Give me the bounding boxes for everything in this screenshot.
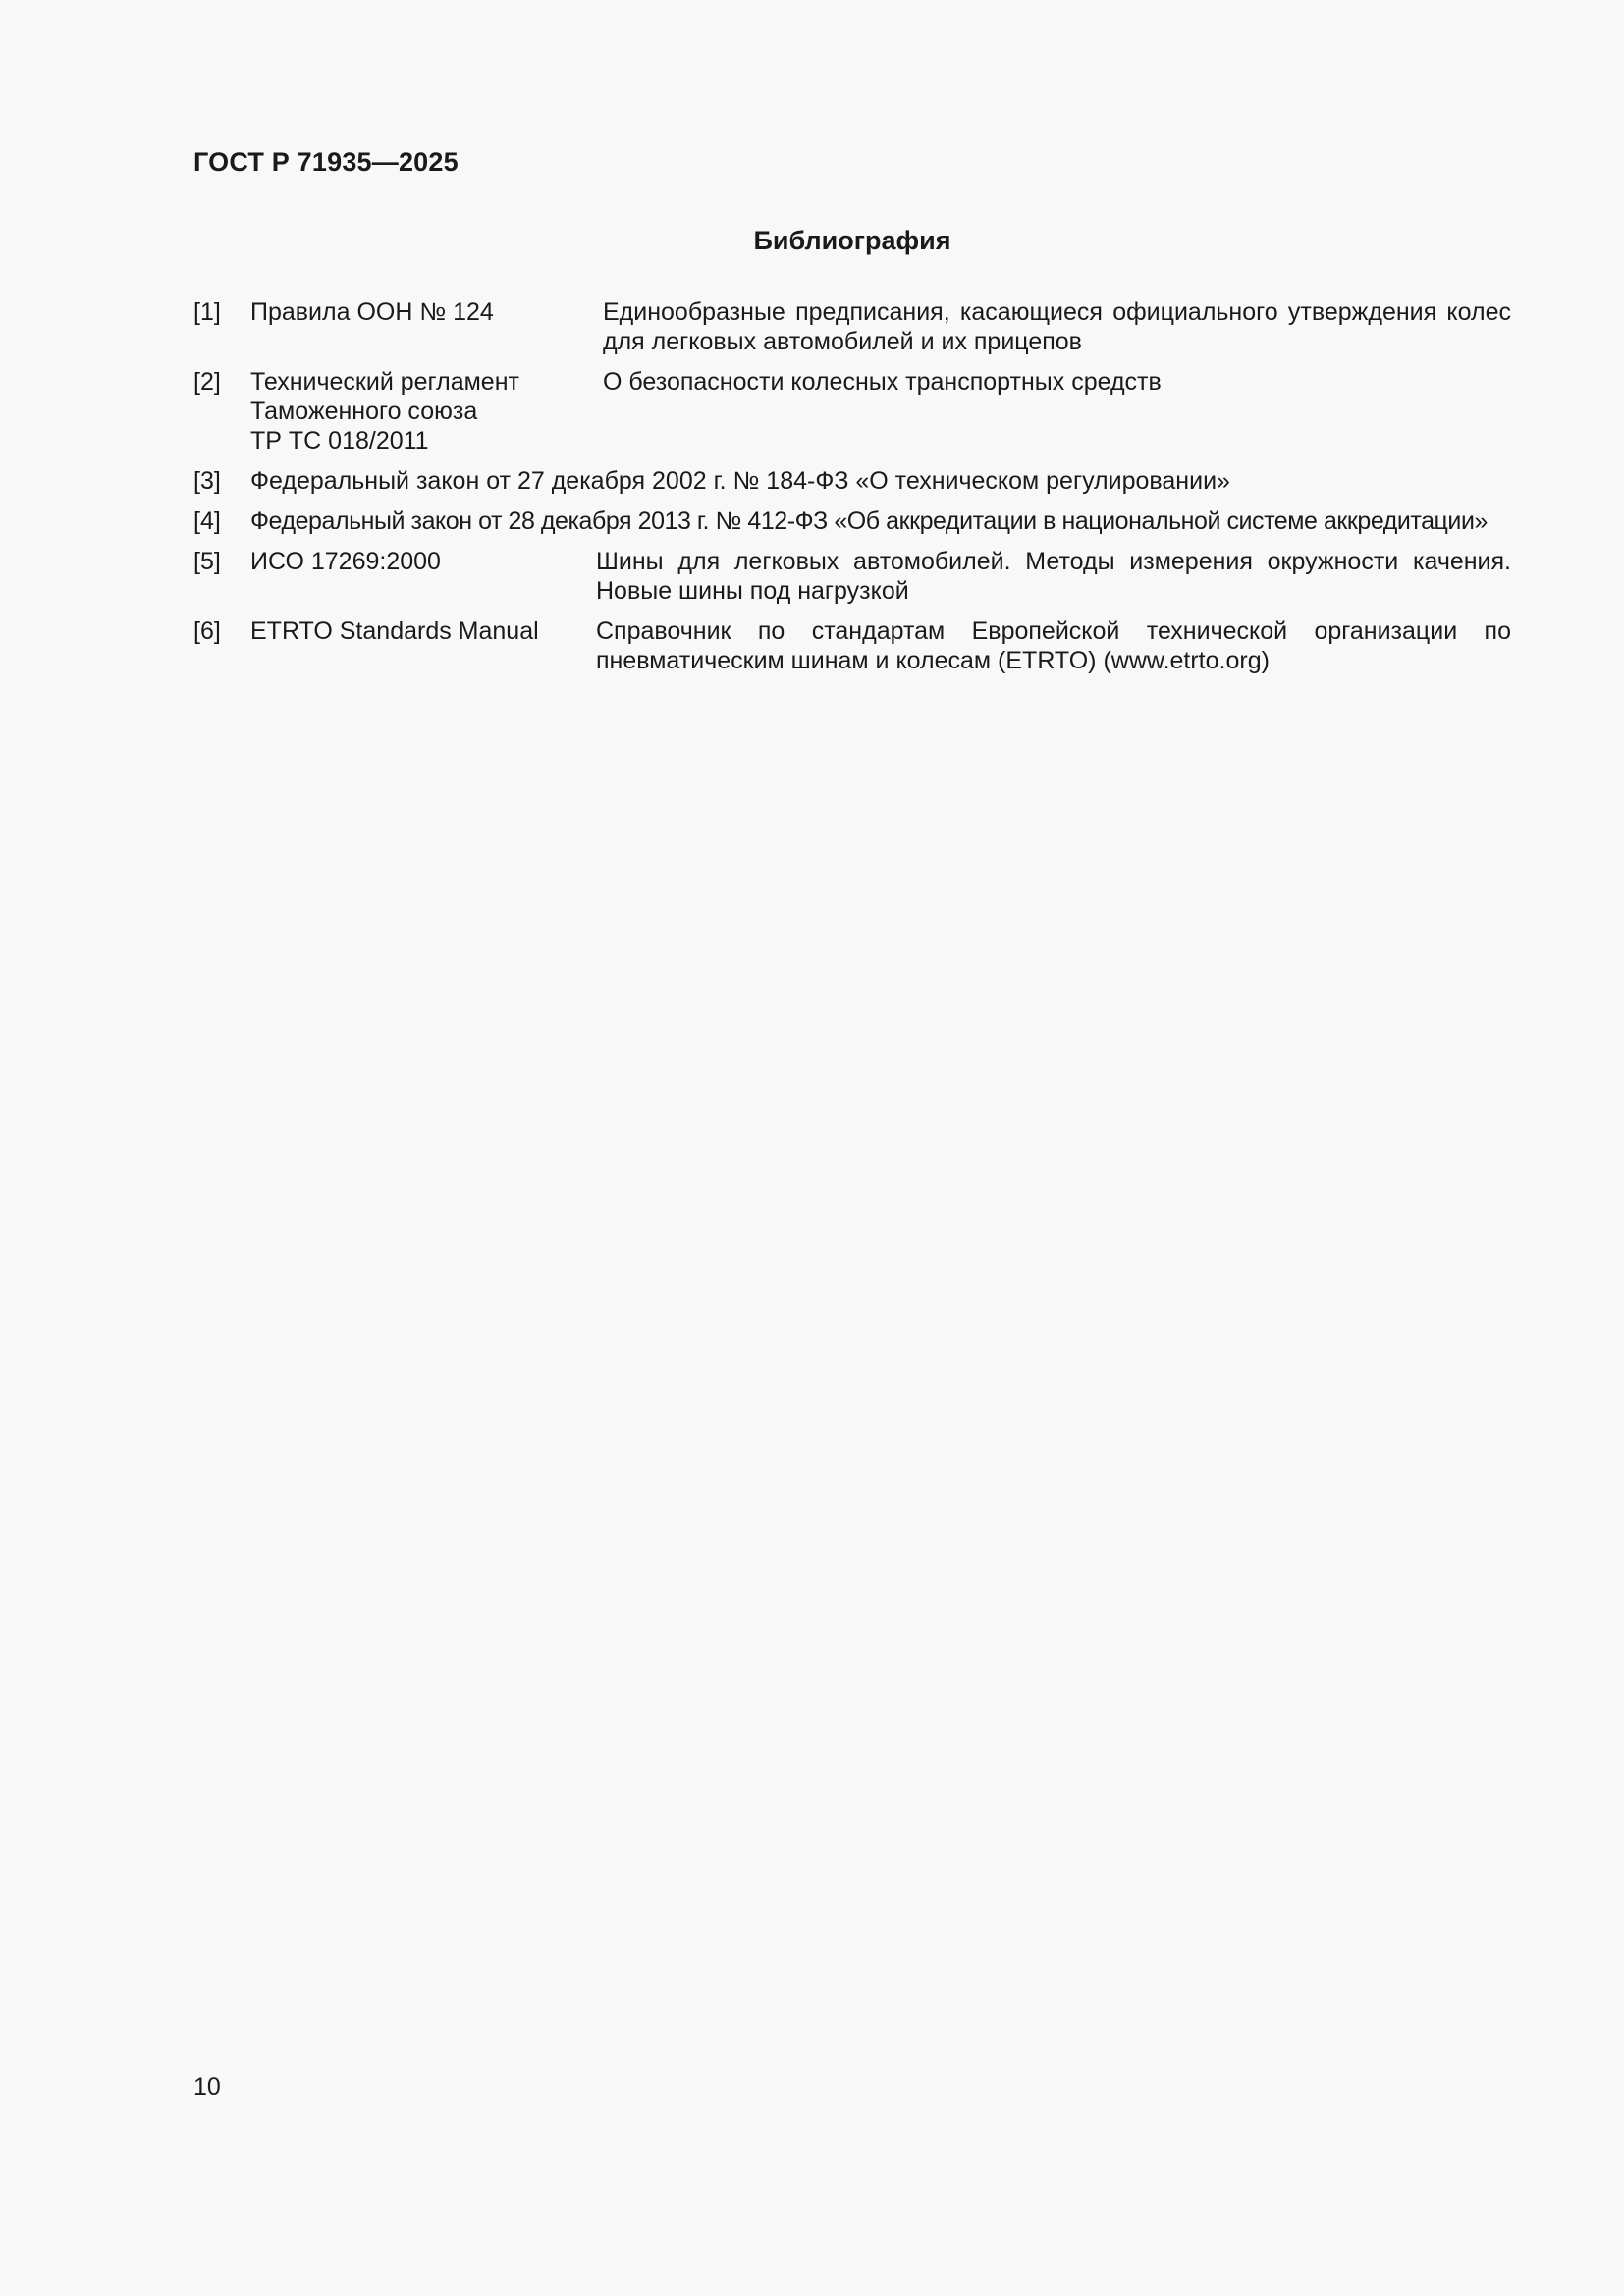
bibliography-list [193, 297, 1511, 686]
entry-source: ETRTO Standards Manual [250, 617, 539, 645]
bibliography-entry-6 [193, 616, 1511, 675]
entry-number: [3] [193, 467, 221, 495]
entry-source: Правила ООН № 124 [250, 298, 494, 326]
entry-number: [2] [193, 368, 221, 396]
entry-number: [4] [193, 507, 221, 535]
entry-description: Единообразные предписания, касающиеся официального утверждения колес для легковых автомобилей и их прицепов [603, 298, 1511, 355]
bibliography-entry-2 [193, 367, 1511, 455]
document-id-header: ГОСТ Р 71935—2025 [193, 147, 459, 177]
entry-number: [6] [193, 617, 221, 645]
entry-source: Технический регламент Таможенного союза ТР ТС 018/2011 [250, 368, 519, 454]
section-title: Библиография [753, 226, 951, 255]
page-number: 10 [193, 2073, 221, 2101]
entry-description: Справочник по стандартам Европейской технической организации по пневматическим шинам и колесам (ETRTO) (www.etrto.org) [596, 617, 1511, 674]
entry-text: Федеральный закон от 28 декабря 2013 г. № 412-ФЗ «Об аккредитации в национальной системе аккредитации» [250, 507, 1488, 535]
bibliography-entry-5 [193, 547, 1511, 606]
entry-number: [1] [193, 298, 221, 326]
entry-source: ИСО 17269:2000 [250, 548, 441, 575]
bibliography-entry-1 [193, 297, 1511, 356]
entry-number: [5] [193, 548, 221, 575]
entry-text: Федеральный закон от 27 декабря 2002 г. № 184-ФЗ «О техническом регулировании» [250, 467, 1230, 495]
bibliography-entry-3 [193, 466, 1511, 496]
entry-description: Шины для легковых автомобилей. Методы измерения окружности качения. Новые шины под нагрузкой [596, 548, 1511, 605]
entry-description: О безопасности колесных транспортных средств [603, 368, 1162, 396]
bibliography-entry-4 [193, 507, 1511, 536]
